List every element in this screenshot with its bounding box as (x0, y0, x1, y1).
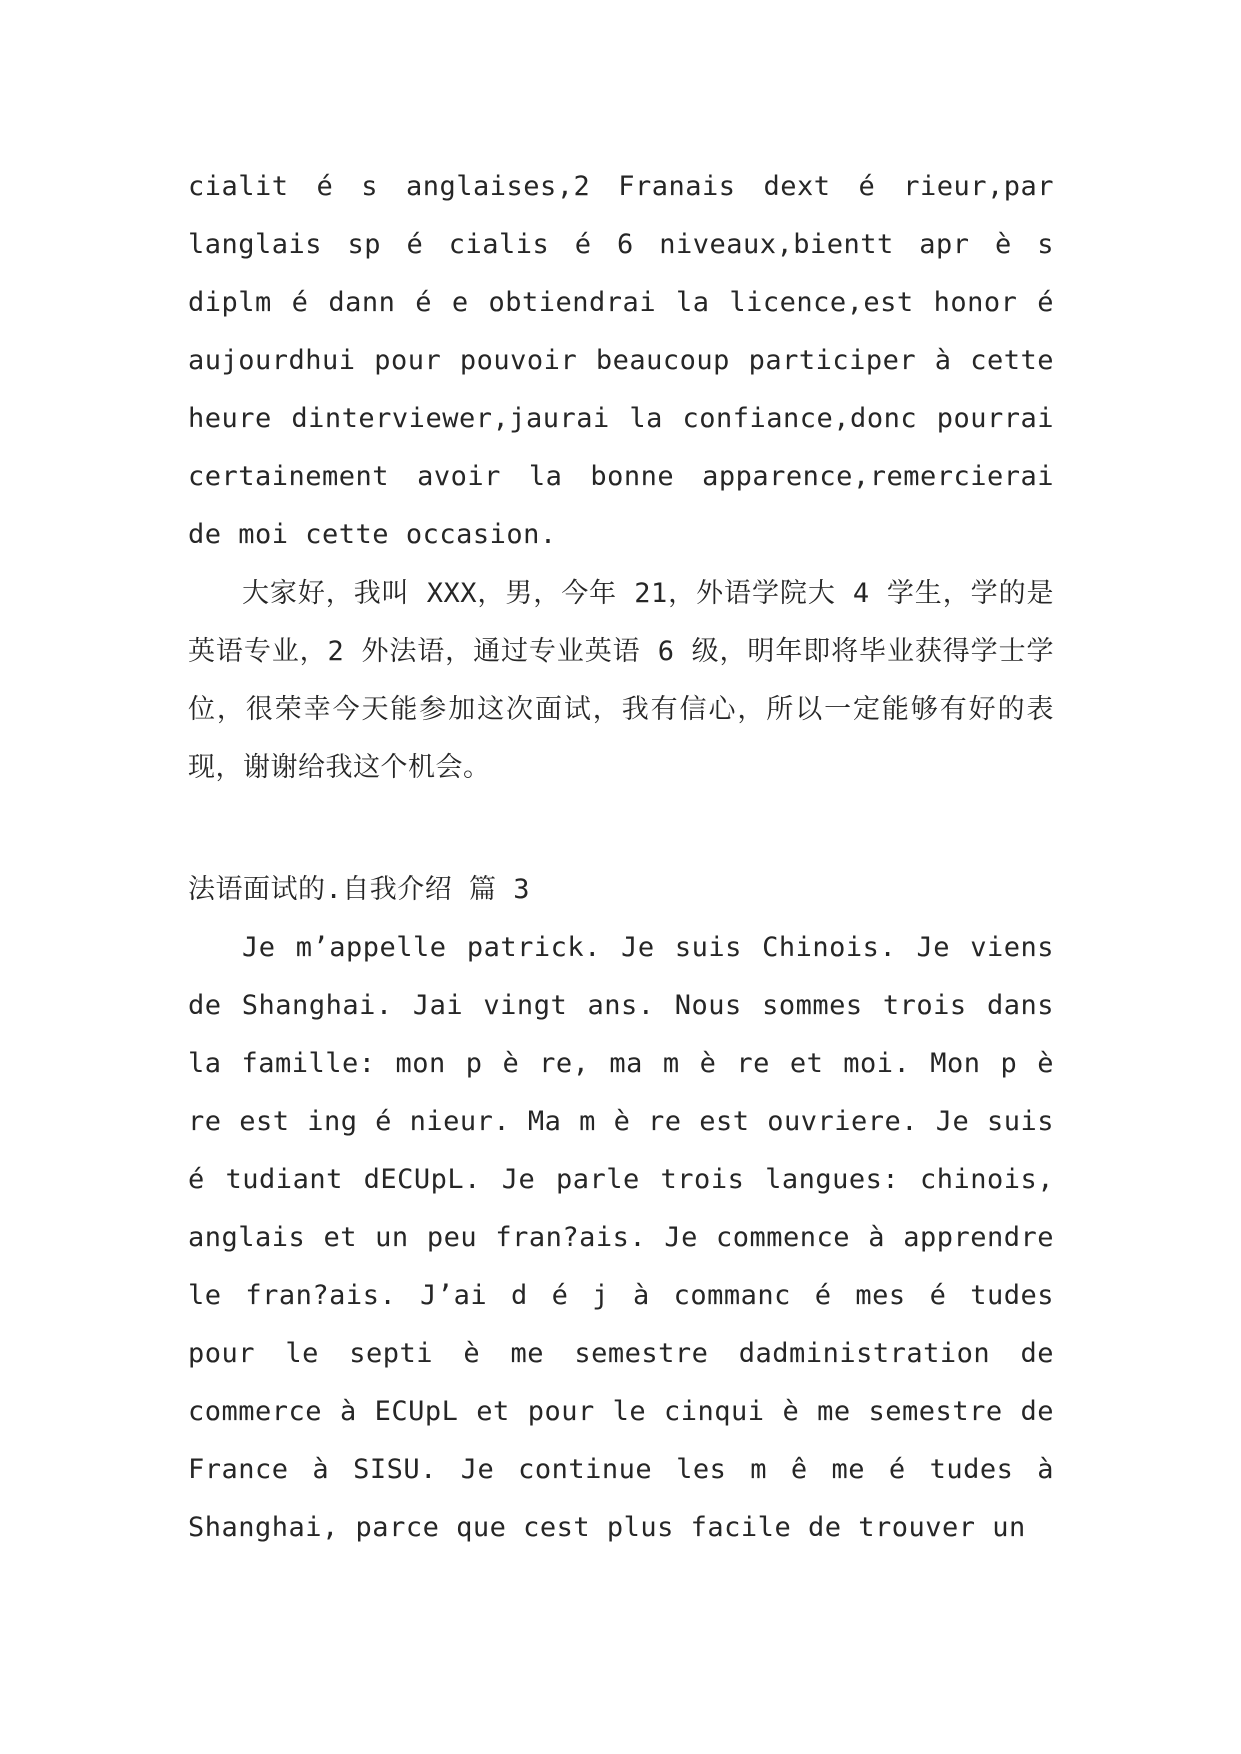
paragraph-chinese-intro: 大家好，我叫 XXX，男，今年 21，外语学院大 4 学生，学的是英语专业，2 外法语，通过专业英语 6 级，明年即将毕业获得学士学位，很荣幸今天能参加这次面试，我有信心，所以一定能够有好的表现，谢谢给我这个机会。 (188, 578, 1054, 783)
section-heading: 法语面试的.自我介绍 篇 3 (188, 874, 531, 905)
paragraph-french-continuation: cialit é s anglaises,2 Franais dext é rieur,par langlais sp é cialis é 6 niveaux,bientt apr è s diplm é dann é e obtiendrai la licence,est honor é aujourdhui pour pouvoir beaucoup participer à cette heure dinterviewer,jaurai la confiance,donc pourrai certainement avoir la bonne apparence,remercierai de moi cette occasion. (188, 171, 1054, 550)
paragraph-french-intro: Je m’appelle patrick. Je suis Chinois. Je viens de Shanghai. Jai vingt ans. Nous sommes trois dans la famille: mon p è re, ma m è re et moi. Mon p è re est ing é nieur. Ma m è re est ouvriere. Je suis é tudiant dECUpL. Je parle trois langues: chinois, anglais et un peu fran?ais. Je commence à apprendre le fran?ais. J’ai d é j à commanc é mes é tudes pour le septi è me semestre dadministration de commerce à ECUpL et pour le cinqui è me semestre de France à SISU. Je continue les m ê me é tudes à Shanghai, parce que cest plus facile de trouver un (188, 932, 1054, 1543)
